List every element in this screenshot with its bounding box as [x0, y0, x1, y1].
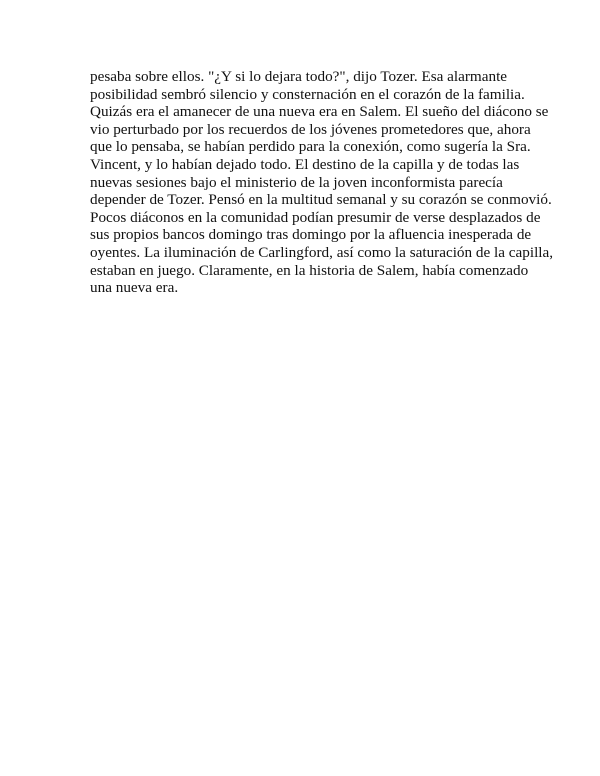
text-line: depender de Tozer. Pensó en la multitud semanal y su corazón se conmovió.	[90, 191, 552, 209]
text-line: oyentes. La iluminación de Carlingford, así como la saturación de la capilla,	[90, 243, 554, 261]
text-line: vio perturbado por los recuerdos de los jóvenes prometedores que, ahora	[90, 120, 531, 138]
text-line: Quizás era el amanecer de una nueva era en Salem. El sueño del diácono se	[90, 103, 549, 121]
body-paragraph	[90, 68, 554, 297]
text-line: estaban en juego. Claramente, en la historia de Salem, había comenzado	[90, 261, 529, 279]
text-line: Pocos diáconos en la comunidad podían presumir de verse desplazados de	[90, 208, 541, 226]
text-line: posibilidad sembró silencio y consternación en el corazón de la familia.	[90, 85, 525, 103]
text-line: que lo pensaba, se habían perdido para la conexión, como sugería la Sra.	[90, 138, 531, 156]
text-line: nuevas sesiones bajo el ministerio de la joven inconformista parecía	[90, 173, 503, 191]
text-line: pesaba sobre ellos. "¿Y si lo dejara todo?", dijo Tozer. Esa alarmante	[90, 68, 508, 85]
text-line: Vincent, y lo habían dejado todo. El destino de la capilla y de todas las	[90, 155, 520, 173]
text-line: una nueva era.	[90, 279, 179, 297]
text-line: sus propios bancos domingo tras domingo por la afluencia inesperada de	[90, 226, 532, 244]
